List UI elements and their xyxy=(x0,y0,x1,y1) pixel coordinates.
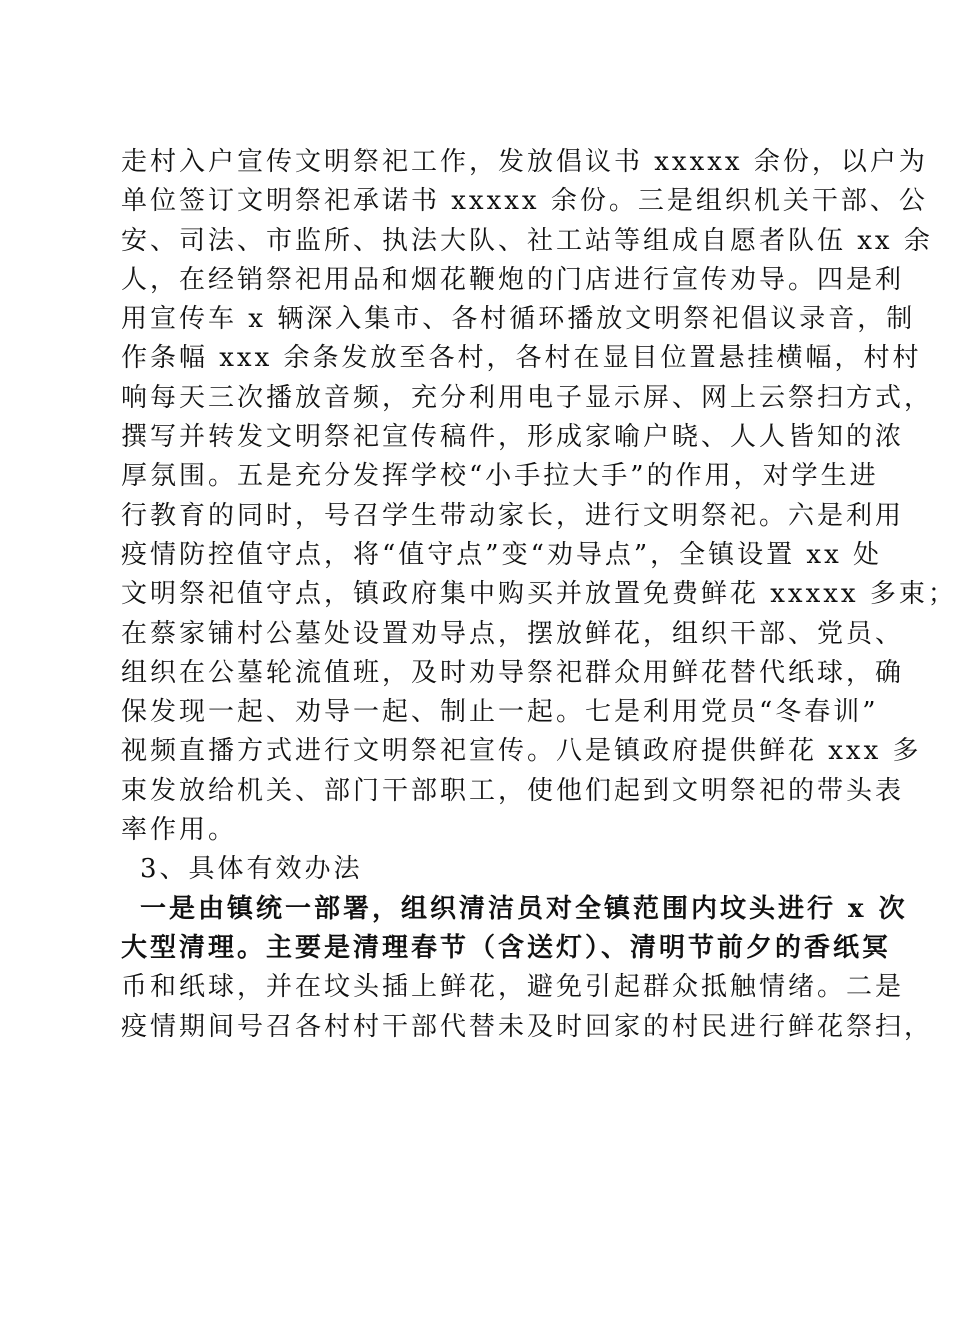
text-line: 厚氛围。五是充分发挥学校“小手拉大手”的作用，对学生进 xyxy=(121,461,879,492)
text-line: 单位签订文明祭祀承诺书 xxxxx 余份。三是组织机关干部、公 xyxy=(121,186,928,217)
text-line: 文明祭祀值守点，镇政府集中购买并放置免费鲜花 xxxxx 多束； xyxy=(121,579,957,610)
text-line: 在蔡家铺村公墓处设置劝导点，摆放鲜花，组织干部、党员、 xyxy=(121,618,905,649)
text-line: 大型清理。主要是清理春节（含送灯）、清明节前夕的香纸冥 xyxy=(121,932,892,963)
text-line: 币和纸球，并在坟头插上鲜花，避免引起群众抵触情绪。二是 xyxy=(121,972,905,1003)
text-line: 组织在公墓轮流值班，及时劝导祭祀群众用鲜花替代纸球，确 xyxy=(121,657,905,688)
text-line: 束发放给机关、部门干部职工，使他们起到文明祭祀的带头表 xyxy=(121,775,905,806)
text-line: 行教育的同时，号召学生带动家长，进行文明祭祀。六是利用 xyxy=(121,500,905,531)
text-line: 视频直播方式进行文明祭祀宣传。八是镇政府提供鲜花 xxx 多 xyxy=(121,736,922,767)
text-line: 率作用。 xyxy=(121,815,238,846)
text-line: 走村入户宣传文明祭祀工作，发放倡议书 xxxxx 余份，以户为 xyxy=(121,147,928,177)
text-line: 撰写并转发文明祭祀宣传稿件，形成家喻户晓、人人皆知的浓 xyxy=(121,422,905,453)
text-line: 用宣传车 x 辆深入集市、各村循环播放文明祭祀倡议录音，制 xyxy=(121,304,916,335)
text-line: 响每天三次播放音频，充分利用电子显示屏、网上云祭扫方式， xyxy=(121,382,934,413)
document-body xyxy=(121,143,957,1047)
text-line: 安、司法、市监所、执法大队、社工站等组成自愿者队伍 xx 余 xyxy=(121,225,933,256)
text-line: 一是由镇统一部署，组织清洁员对全镇范围内坟头进行 x 次 xyxy=(140,893,908,924)
text-line: 保发现一起、劝导一起、制止一起。七是利用党员“冬春训” xyxy=(121,697,879,728)
text-line: 作条幅 xxx 余条发放至各村，各村在显目位置悬挂横幅，村村 xyxy=(121,343,922,374)
text-line: 疫情期间号召各村村干部代替未及时回家的村民进行鲜花祭扫， xyxy=(121,1011,934,1042)
text-line: 疫情防控值守点，将“值守点”变“劝导点”，全镇设置 xx 处 xyxy=(121,539,883,570)
section-heading: 3、具体有效办法 xyxy=(140,854,363,885)
text-line: 人，在经销祭祀用品和烟花鞭炮的门店进行宣传劝导。四是利 xyxy=(121,264,905,295)
